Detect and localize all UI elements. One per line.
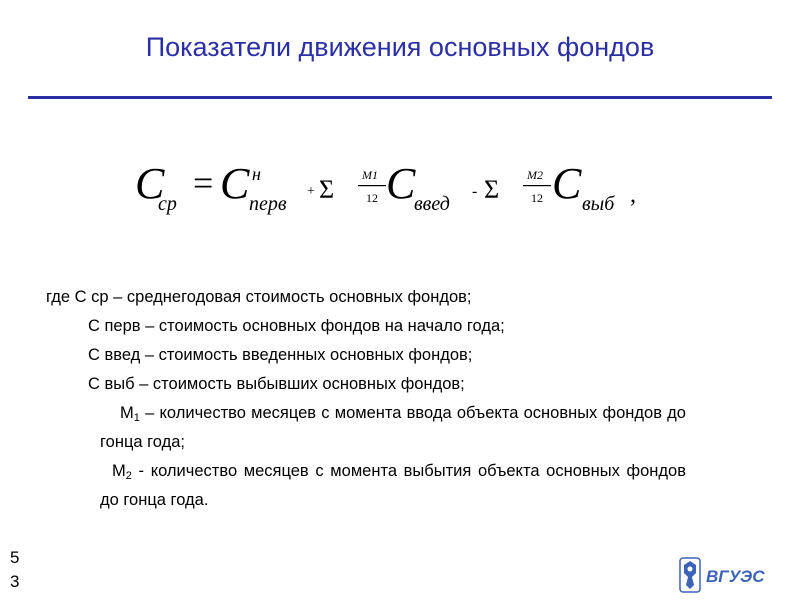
lhs-subscript: ср: [158, 193, 177, 215]
term3-symbol: C: [552, 159, 582, 208]
university-emblem-icon: [678, 555, 788, 595]
lhs-symbol: C: [135, 159, 165, 208]
sigma-2: Σ: [484, 175, 500, 204]
formula-comma: ,: [630, 182, 636, 208]
title-divider: [28, 96, 772, 99]
m1-text: – количество месяцев с момента ввода объекта основных фондов до гонца года;: [100, 404, 686, 451]
m1-symbol: М: [120, 404, 134, 422]
formula-svg: [0, 140, 800, 230]
m2-text: - количество месяцев с момента выбытия объекта основных фондов до гонца года.: [100, 462, 686, 509]
definition-c-vyb: С выб – стоимость выбывших основных фондов;: [88, 375, 465, 393]
definition-c-vved: С введ – стоимость введенных основных фондов;: [88, 346, 473, 364]
logo-text: ВГУЭС: [706, 567, 765, 586]
definitions-list: [46, 283, 686, 515]
term1-superscript: н: [252, 164, 261, 184]
frac1-denominator: 12: [366, 191, 378, 205]
frac2-denominator: 12: [531, 191, 543, 205]
page-number-digit-1: 5: [10, 548, 20, 567]
frac2-numerator: M2: [527, 168, 543, 182]
plus-sign: +: [307, 184, 315, 199]
frac1-bar: [358, 185, 386, 186]
term1-subscript: перв: [249, 193, 287, 215]
m2-symbol: М: [112, 462, 126, 480]
frac2-bar: [523, 185, 551, 186]
definition-m1: [46, 399, 686, 457]
slide-title: Показатели движения основных фондов: [145, 32, 655, 62]
sigma-1: Σ: [319, 175, 335, 204]
m1-subscript: 1: [133, 412, 140, 424]
definition-c-perv: С перв – стоимость основных фондов на начало года;: [88, 317, 505, 335]
minus-sign: -: [472, 183, 478, 200]
m2-subscript: 2: [125, 470, 132, 482]
term2-subscript: введ: [414, 193, 450, 215]
definition-m2: [46, 457, 686, 515]
definition-c-sr: где С ср – среднегодовая стоимость основных фондов;: [46, 288, 472, 306]
term3-subscript: выб: [582, 193, 615, 215]
average-cost-formula: [0, 140, 800, 230]
university-logo: [678, 555, 788, 595]
frac1-numerator: M1: [362, 168, 378, 182]
term1-symbol: C: [220, 159, 250, 208]
page-number: [10, 546, 19, 594]
term2-symbol: C: [386, 159, 416, 208]
equals-sign: =: [193, 163, 214, 203]
page-number-digit-2: 3: [10, 572, 20, 591]
